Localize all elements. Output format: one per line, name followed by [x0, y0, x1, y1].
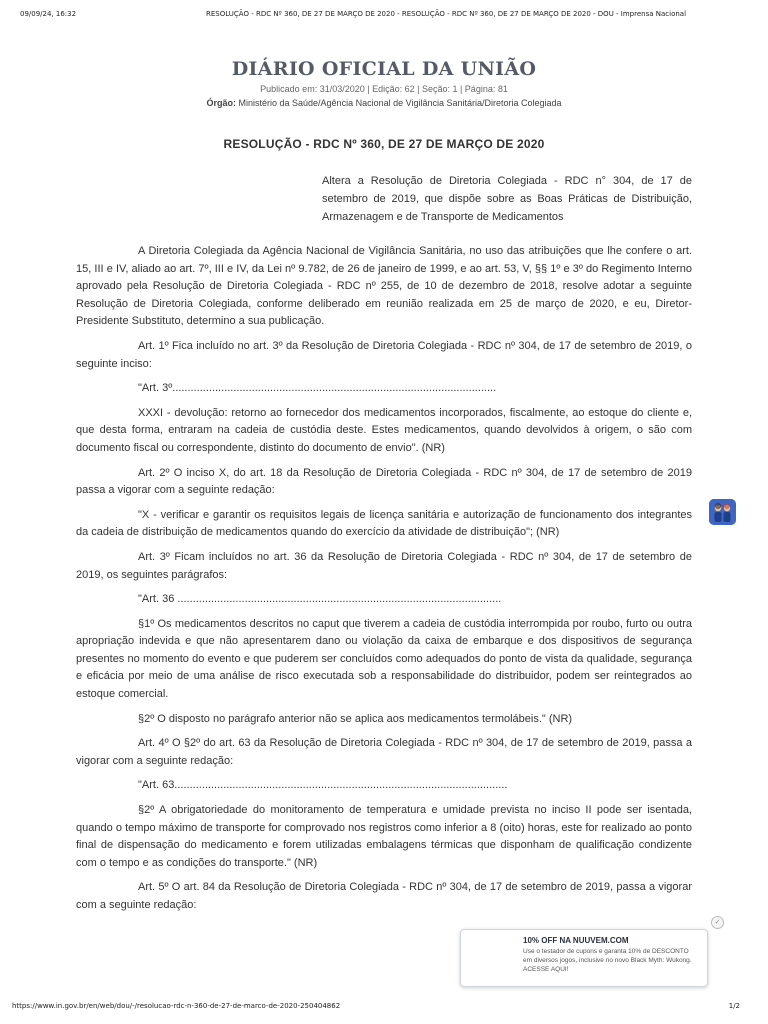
paragraph-art-4: Art. 4º O §2º do art. 63 da Resolução de Diretoria Colegiada - RDC nº 304, de 17 de setembro de 2019, passa a vigorar com a seguinte redação:: [76, 737, 692, 767]
journal-title: DIÁRIO OFICIAL DA UNIÃO: [231, 58, 537, 80]
print-page-number: 1/2: [728, 1002, 740, 1010]
masthead: [0, 58, 768, 108]
document-body: [76, 243, 692, 922]
paragraph-art-3-quote: "Art. 3º..........................................................................................................: [138, 382, 497, 395]
paragraph-art-63-par-2: §2º A obrigatoriedade do monitoramento de temperatura e umidade prevista no inciso II pode ser isentada, quando o tempo máximo de transporte for comprovado nos registros como inferior a 8 (oito) horas, este for realizado ao ponto final de dispensação do medicamento e forem utilizadas embalagens térmicas que disponham de qualificação condizente com o tempo e as condições do transporte." (NR): [76, 804, 692, 869]
paragraph-preamble: A Diretoria Colegiada da Agência Nacional de Vigilância Sanitária, no uso das atribuições que lhe confere o art. 15, III e IV, aliado ao art. 7º, III e IV, da Lei nº 9.782, de 26 de janeiro de 1999, e ao art. 53, V, §§ 1º e 3º do Regimento Interno aprovado pela Resolução de Diretoria Colegiada - RDC nº 255, de 10 de dezembro de 2018, resolve adotar a seguinte Resolução de Diretoria Colegiada, conforme deliberado em reunião realizada em 25 de março de 2020, e eu, Diretor-Presidente Substituto, determino a sua publicação.: [76, 245, 692, 328]
print-datetime: 09/09/24, 16:32: [20, 10, 77, 18]
orgao-line: [0, 98, 768, 108]
ad-banner[interactable]: [460, 929, 708, 987]
orgao-label: Órgão:: [206, 98, 236, 108]
paragraph-art-5: Art. 5º O art. 84 da Resolução de Diretoria Colegiada - RDC nº 304, de 17 de setembro de 2019, passa a vigorar com a seguinte redação:: [76, 881, 692, 911]
document-title: RESOLUÇÃO - RDC Nº 360, DE 27 DE MARÇO DE 2020: [223, 137, 545, 151]
scroll-top-icon[interactable]: ✓: [711, 916, 724, 929]
paragraph-art-3: Art. 3º Ficam incluídos no art. 36 da Resolução de Diretoria Colegiada - RDC nº 304, de 17 de setembro de 2019, os seguintes parágrafos:: [76, 550, 692, 581]
paragraph-art-36-par-1: §1º Os medicamentos descritos no caput que tiverem a cadeia de custódia interrompida por roubo, furto ou outra apropriação indevida e que não apresentarem dano ou violação da caixa de embarque e dos dispositivos de segurança presentes no momento do evento e que puderem ser concluídos como adequados do ponto de vista da qualidade, segurança e eficácia por meio de uma análise de risco executada sob a responsabilidade do distribuidor, podem ser reintegrados ao estoque comercial.: [76, 617, 692, 701]
paragraph-art-63-quote: "Art. 63.............................................................................................................: [138, 779, 508, 792]
ementa: Altera a Resolução de Diretoria Colegiada - RDC n° 304, de 17 de setembro de 2019, que dispõe sobre as Boas Práticas de Distribuição, Armazenagem e de Transporte de Medicamentos: [322, 175, 692, 223]
publication-info: Publicado em: 31/03/2020 | Edição: 62 | Seção: 1 | Página: 81: [260, 84, 508, 94]
ad-title: 10% OFF NA NUUVEM.COM: [523, 936, 629, 945]
paragraph-art-36-quote: "Art. 36 ..........................................................................................................: [138, 593, 502, 606]
paragraph-inciso-x: "X - verificar e garantir os requisitos legais de licença sanitária e autorização de funcionamento dos integrantes da cadeia de distribuição de medicamentos quando do exercício da atividade de distribuição"; (NR): [76, 508, 692, 539]
paragraph-art-1: Art. 1º Fica incluído no art. 3º da Resolução de Diretoria Colegiada - RDC nº 304, de 17 de setembro de 2019, o seguinte inciso:: [76, 339, 692, 370]
print-url: https://www.in.gov.br/en/web/dou/-/resolucao-rdc-n-360-de-27-de-marco-de-2020-250404862: [12, 1002, 341, 1010]
ad-text: Use o testador de cupons e garanta 10% de DESCONTO em diversos jogos, inclusive no novo Black Myth: Wukong. ACESSE AQUI!: [523, 948, 692, 973]
paragraph-inciso-xxxi: XXXI - devolução: retorno ao fornecedor dos medicamentos incorporados, fiscalmente, ao estoque do cliente e, que desta forma, entraram na cadeia de custódia deste. Estes medicamentos, quando devolvidos à origem, o são com documento fiscal ou correspondente, distinto do documento de envio". (NR): [76, 406, 692, 454]
accessibility-widget-button[interactable]: [709, 499, 736, 525]
orgao-value: Ministério da Saúde/Agência Nacional de Vigilância Sanitária/Diretoria Colegiada: [238, 98, 562, 108]
hand-talk-icon: [709, 499, 736, 525]
paragraph-art-36-par-2: §2º O disposto no parágrafo anterior não se aplica aos medicamentos termolábeis." (NR): [138, 712, 573, 725]
paragraph-art-2: Art. 2º O inciso X, do art. 18 da Resolução de Diretoria Colegiada - RDC nº 304, de 17 de setembro de 2019 passa a vigorar com a seguinte redação:: [76, 466, 692, 497]
print-page-title: RESOLUÇÃO - RDC Nº 360, DE 27 DE MARÇO DE 2020 - RESOLUÇÃO - RDC Nº 360, DE 27 DE MARÇO DE 2020 - DOU - Imprensa Nacional: [206, 10, 687, 18]
